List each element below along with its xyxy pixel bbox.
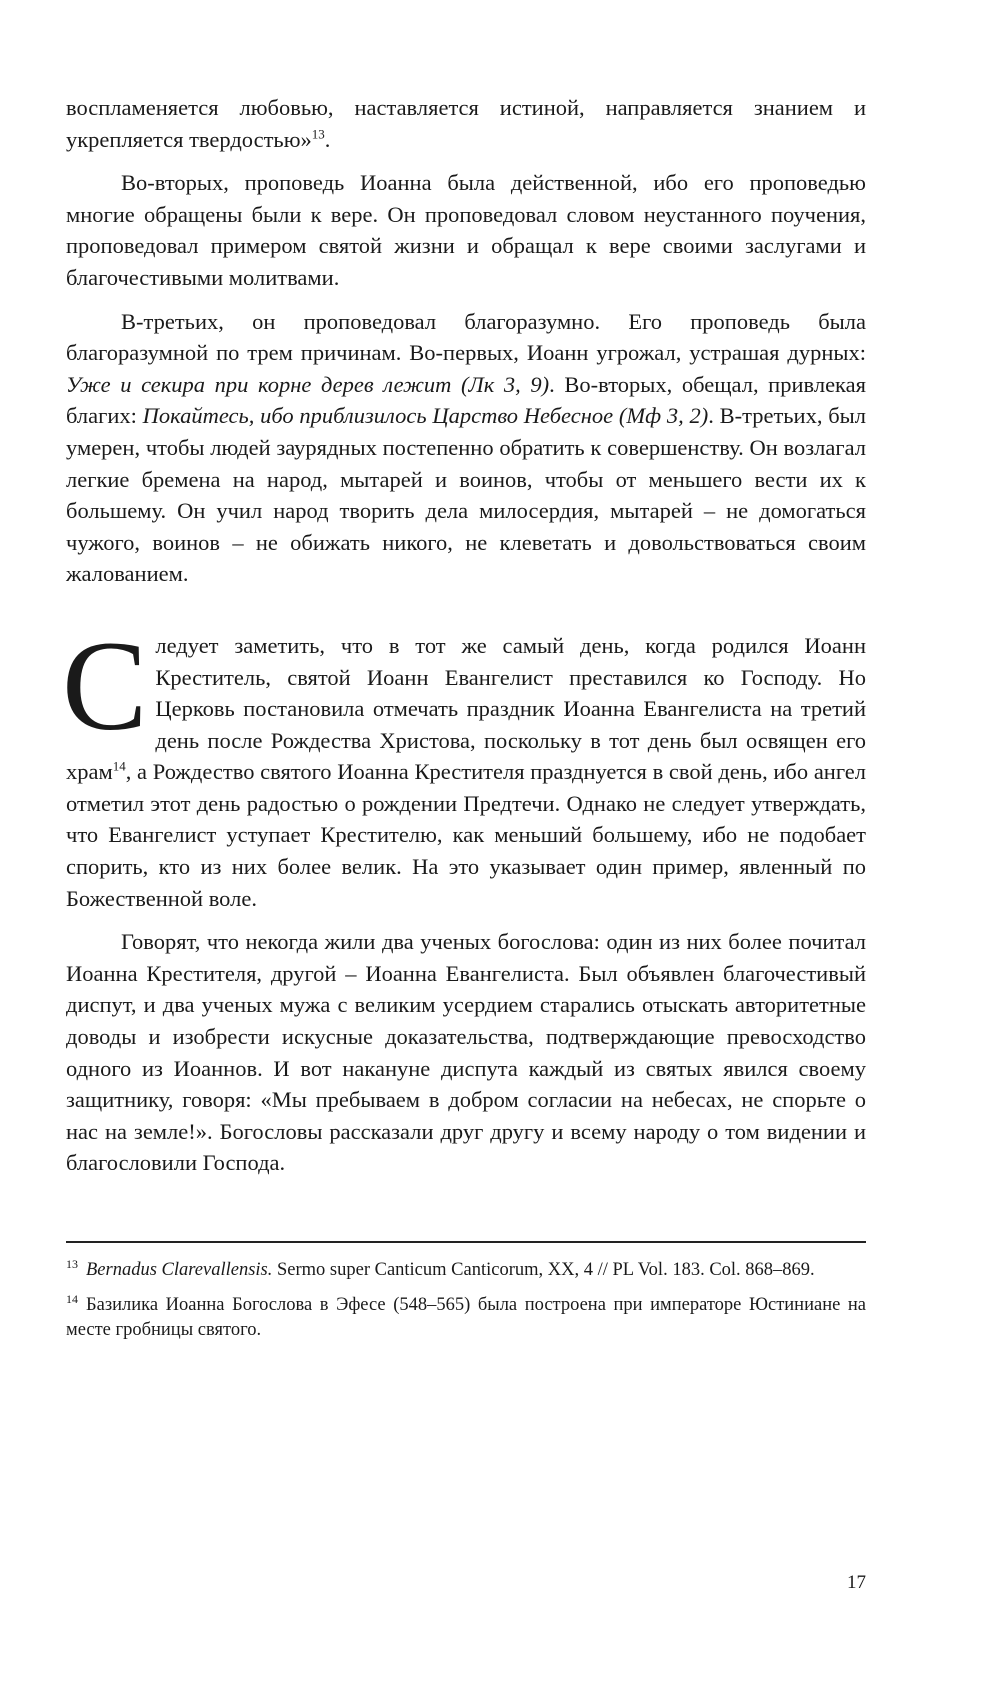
paragraph-5 bbox=[66, 926, 866, 1179]
footnotes bbox=[66, 1258, 866, 1353]
footnote-author: Bernadus Clarevallensis. bbox=[86, 1260, 273, 1280]
paragraph-1 bbox=[66, 92, 866, 155]
footnote-number: 13 bbox=[66, 1256, 78, 1271]
drop-cap: С bbox=[62, 614, 148, 757]
paragraph-4-text-a: ледует заметить, что в тот же самый день, когда родился Иоанн Креститель, святой Иоанн Евангелист преставился ко Господу. Но Церковь постановила отмечать праздник Иоанна Евангелиста на третий день после Рождества Христова, поскольку в тот день был освящен его храм bbox=[66, 632, 866, 785]
paragraph-3-text-c: . В-третьих, был умерен, чтобы людей заурядных постепенно обратить к совершенству. Он возлагал легкие бремена на народ, мытарей и воинов, чтобы от меньшего вести их к большему. Он учил народ творить дела милосердия, мытарей – не домогаться чужого, воинов – не обижать никого, не клеветать и довольствоваться своим жалованием. bbox=[66, 403, 867, 587]
footnote-number: 14 bbox=[66, 1291, 78, 1306]
paragraph-2-text: Во-вторых, проповедь Иоанна была действенной, ибо его проповедью многие обращены были к вере. Он проповедовал словом неустанного поучения, проповедовал примером святой жизни и обращал к вере своими заслугами и благочестивыми молитвами. bbox=[66, 170, 866, 290]
footnote-text: Базилика Иоанна Богослова в Эфесе (548–565) была построена при императоре Юстиниане на месте гробницы святого. bbox=[66, 1295, 866, 1340]
paragraph-3-text-a: В-третьих, он проповедовал благоразумно. Его проповедь была благоразумной по трем причинам. Во-первых, Иоанн угрожал, устрашая дурных: bbox=[66, 308, 866, 366]
footnote-14 bbox=[66, 1293, 866, 1343]
paragraph-3 bbox=[66, 306, 866, 590]
footnote-divider bbox=[66, 1241, 866, 1243]
footnote-ref-14[interactable]: 14 bbox=[112, 758, 126, 774]
paragraph-5-text: Говорят, что некогда жили два ученых богослова: один из них более почитал Иоанна Крестителя, другой – Иоанна Евангелиста. Был объявлен благочестивый диспут, и два ученых мужа с великим усердием старались отыскать авторитетные доводы и изобрести искусные доказательства, подтверждающие превосходство одного из Иоаннов. И вот накануне диспута каждый из святых явился своему защитнику, говоря: «Мы пребываем в добром согласии на небесах, не спорьте о нас на земле!». Богословы рассказали друг другу и всему народу о том видении и благословили Господа. bbox=[66, 929, 866, 1176]
paragraph-4 bbox=[62, 614, 866, 914]
paragraph-2 bbox=[66, 167, 866, 293]
paragraph-1-text: воспламеняется любовью, наставляется истиной, направляется знанием и укрепляется твердостью» bbox=[66, 95, 866, 152]
paragraph-4-text-b: , а Рождество святого Иоанна Крестителя празднуется в свой день, ибо ангел отметил этот день радостью о рождении Предтечи. Однако не следует утверждать, что Евангелист уступает Крестителю, как меньший большему, ибо не подобает спорить, кто из них более велик. На это указывает один пример, явленный по Божественной воле. bbox=[66, 759, 866, 911]
footnote-13 bbox=[66, 1258, 866, 1283]
body-text bbox=[62, 92, 867, 1191]
footnote-text: Sermo super Canticum Canticorum, XX, 4 // PL Vol. 183. Col. 868–869. bbox=[272, 1260, 815, 1280]
footnote-ref-13[interactable]: 13 bbox=[311, 126, 325, 142]
quote-luke: Уже и секира при корне дерев лежит (Лк 3, 9) bbox=[66, 371, 550, 397]
section-start bbox=[62, 614, 866, 914]
paragraph-3-text-b: . Во-вторых, обещал, привлекая благих: bbox=[66, 371, 866, 429]
paragraph-1-end: . bbox=[324, 126, 331, 152]
quote-matthew: Покайтесь, ибо приблизилось Царство Небесное (Мф 3, 2) bbox=[142, 403, 709, 429]
page-number: 17 bbox=[847, 1572, 866, 1593]
